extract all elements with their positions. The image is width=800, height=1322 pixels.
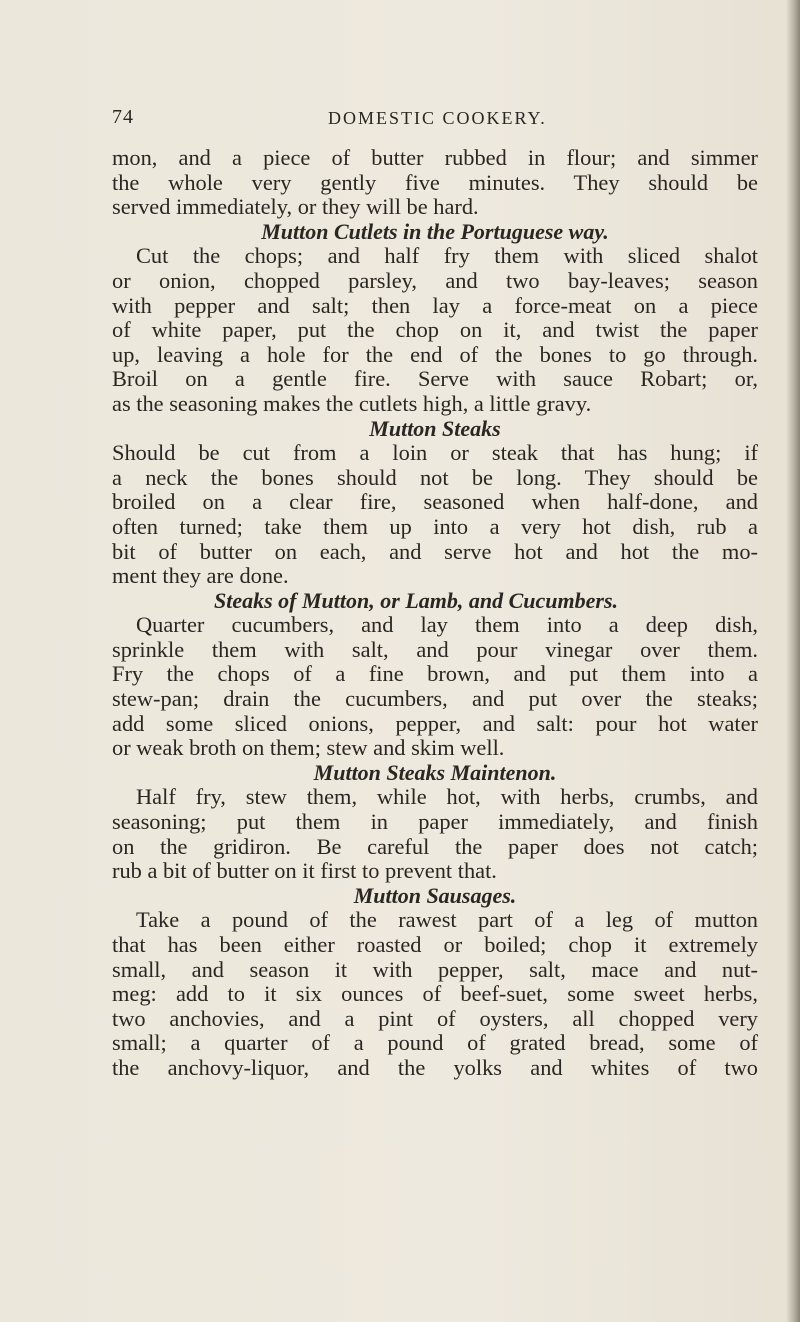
text-line: on the gridiron. Be careful the paper does not catch; xyxy=(112,833,758,859)
text-line: or weak broth on them; stew and skim well. xyxy=(112,735,505,761)
recipe-heading: Steaks of Mutton, or Lamb, and Cucumbers. xyxy=(214,587,619,613)
text-line: a neck the bones should not be long. They should be xyxy=(112,464,758,490)
recipe-heading: Mutton Steaks Maintenon. xyxy=(313,759,557,785)
text-line: with pepper and salt; then lay a force-meat on a piece xyxy=(112,292,758,318)
body-text xyxy=(112,146,758,1081)
text-line: of white paper, put the chop on it, and twist the paper xyxy=(112,317,758,343)
text-line: Fry the chops of a fine brown, and put them into a xyxy=(112,661,758,687)
text-line: that has been either roasted or boiled; chop it extremely xyxy=(112,932,758,957)
text-line: often turned; take them up into a very hot dish, rub a xyxy=(112,513,758,539)
text-line: rub a bit of butter on it first to prevent that. xyxy=(112,858,497,884)
text-line: ment they are done. xyxy=(112,563,289,589)
text-line: up, leaving a hole for the end of the bones to go through. xyxy=(112,341,758,367)
page-header xyxy=(112,106,752,136)
text-line: small; a quarter of a pound of grated bread, some of xyxy=(112,1030,758,1056)
text-line: the anchovy-liquor, and the yolks and whites of two xyxy=(112,1054,758,1080)
text-line: broiled on a clear fire, seasoned when half-done, and xyxy=(112,489,758,515)
text-line: two anchovies, and a pint of oysters, all chopped very xyxy=(112,1005,758,1031)
text-line: small, and season it with pepper, salt, mace and nut- xyxy=(112,956,758,982)
text-line: Take a pound of the rawest part of a leg of mutton xyxy=(136,907,758,933)
text-line: Should be cut from a loin or steak that has hung; if xyxy=(112,440,758,466)
text-line: seasoning; put them in paper immediately, and finish xyxy=(112,809,758,835)
text-line: Broil on a gentle fire. Serve with sauce Robart; or, xyxy=(112,366,758,392)
text-line: meg: add to it six ounces of beef-suet, some sweet herbs, xyxy=(112,981,758,1007)
recipe-heading: Mutton Cutlets in the Portuguese way. xyxy=(261,218,609,244)
text-line: or onion, chopped parsley, and two bay-leaves; season xyxy=(112,267,758,293)
text-line: Cut the chops; and half fry them with sliced shalot xyxy=(136,243,758,269)
text-line: mon, and a piece of butter rubbed in flour; and simmer xyxy=(112,145,758,170)
recipe-heading: Mutton Sausages. xyxy=(353,882,517,908)
text-line: bit of butter on each, and serve hot and hot the mo- xyxy=(112,538,758,564)
recipe-heading: Mutton Steaks xyxy=(369,415,501,441)
page-number: 74 xyxy=(112,106,134,128)
text-line: as the seasoning makes the cutlets high, a little gravy. xyxy=(112,390,592,416)
page-edge-shadow xyxy=(786,0,800,1322)
running-head: DOMESTIC COOKERY. xyxy=(328,108,547,128)
text-line: served immediately, or they will be hard. xyxy=(112,194,479,220)
text-line: sprinkle them with salt, and pour vinegar over them. xyxy=(112,636,758,662)
text-line: add some sliced onions, pepper, and salt: pour hot water xyxy=(112,710,758,736)
text-line: Half fry, stew them, while hot, with herbs, crumbs, and xyxy=(136,784,758,810)
text-line: stew-pan; drain the cucumbers, and put over the steaks; xyxy=(112,686,758,712)
text-line: the whole very gently five minutes. They should be xyxy=(112,169,758,195)
text-line: Quarter cucumbers, and lay them into a deep dish, xyxy=(136,612,758,638)
